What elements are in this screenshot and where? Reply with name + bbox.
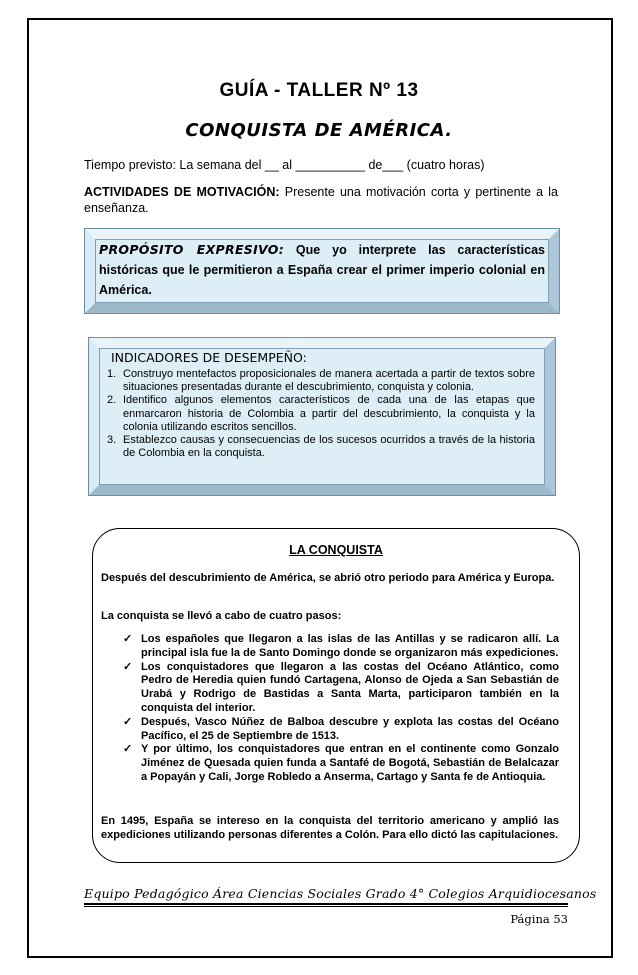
- list-item: ✓ Los conquistadores que llegaron a las costas del Océano Atlántico, como Pedro de Heredia quien fundó Cartagena, Alonso de Ojeda a San Sebastián de Urabá y Rodrigo de Bastidas a Santa Marta, participaron también en la conquista del interior.: [123, 660, 559, 714]
- activities-label: ACTIVIDADES DE MOTIVACIÓN:: [84, 185, 280, 199]
- list-item: ✓ Y por último, los conquistadores que entran en el continente como Gonzalo Jiménez de Quesada quien funda a Santafé de Bogotá, Sebastián de Belalcazar a Popayán y Cali, Jorge Robledo a Anserma, Cartago y Santa fe de Antioquia.: [123, 743, 559, 783]
- purpose-label: PROPÓSITO EXPRESIVO:: [99, 242, 285, 257]
- list-item: ✓ Los españoles que llegaron a las islas de las Antillas y se radicaron allí. La principal isla fue la de Santo Domingo donde se organizaron más expediciones.: [123, 633, 559, 659]
- check-icon: ✓: [123, 743, 133, 756]
- page-number: Página 53: [510, 912, 568, 926]
- conquista-steps-list: [117, 633, 559, 785]
- footer-credit: Equipo Pedagógico Área Ciencias Sociales Grado 4° Colegios Arquidiocesanos: [84, 886, 597, 901]
- conquista-closing: En 1495, España se intereso en la conquista del territorio americano y amplió las expediciones utilizando personas diferentes a Colón. Para ello dictó las capitulaciones.: [101, 815, 559, 841]
- footer-divider: [84, 903, 568, 905]
- purpose-box: [84, 228, 560, 314]
- indicators-list: [107, 368, 535, 460]
- check-icon: ✓: [123, 633, 133, 645]
- conquista-title: LA CONQUISTA: [289, 543, 383, 557]
- purpose-body: Que yo interprete las características históricas que le permitieron a España crear el primer imperio colonial en América.: [99, 243, 545, 297]
- page-subtitle: CONQUISTA DE AMÉRICA.: [185, 120, 453, 141]
- list-item: 3. Establezco causas y consecuencias de los sucesos ocurridos a través de la historia de Colombia en la conquista.: [107, 434, 535, 460]
- activities-text: Presente una motivación corta y pertinente a la enseñanza.: [84, 185, 558, 215]
- check-icon: ✓: [123, 715, 133, 728]
- check-icon: ✓: [123, 660, 133, 673]
- indicators-box: [88, 337, 556, 496]
- indicators-title: INDICADORES DE DESEMPEÑO:: [111, 350, 307, 365]
- purpose-text: [99, 240, 545, 300]
- footer-divider-thin: [84, 906, 568, 907]
- activities-paragraph: [84, 184, 558, 216]
- conquista-intro: Después del descubrimiento de América, se abrió otro periodo para América y Europa.: [101, 572, 555, 584]
- conquista-steps-intro: La conquista se llevó a cabo de cuatro pasos:: [101, 610, 342, 622]
- conquista-box: [92, 528, 580, 863]
- list-item: 1. Construyo mentefactos proposicionales de manera acertada a partir de textos sobre situaciones presentadas durante el descubrimiento, conquista y colonia.: [107, 368, 535, 394]
- page-title: GUÍA - TALLER Nº 13: [219, 80, 419, 101]
- time-line: Tiempo previsto: La semana del __ al __________ de___ (cuatro horas): [84, 158, 485, 172]
- list-item: ✓ Después, Vasco Núñez de Balboa descubre y explota las costas del Océano Pacífico, el 25 de Septiembre de 1513.: [123, 715, 559, 742]
- list-item: 2. Identifico algunos elementos característicos de cada una de las etapas que enmarcaron historia de Colombia a partir del descubrimiento, la conquista y la colonia utilizando escritos sencillos.: [107, 394, 535, 433]
